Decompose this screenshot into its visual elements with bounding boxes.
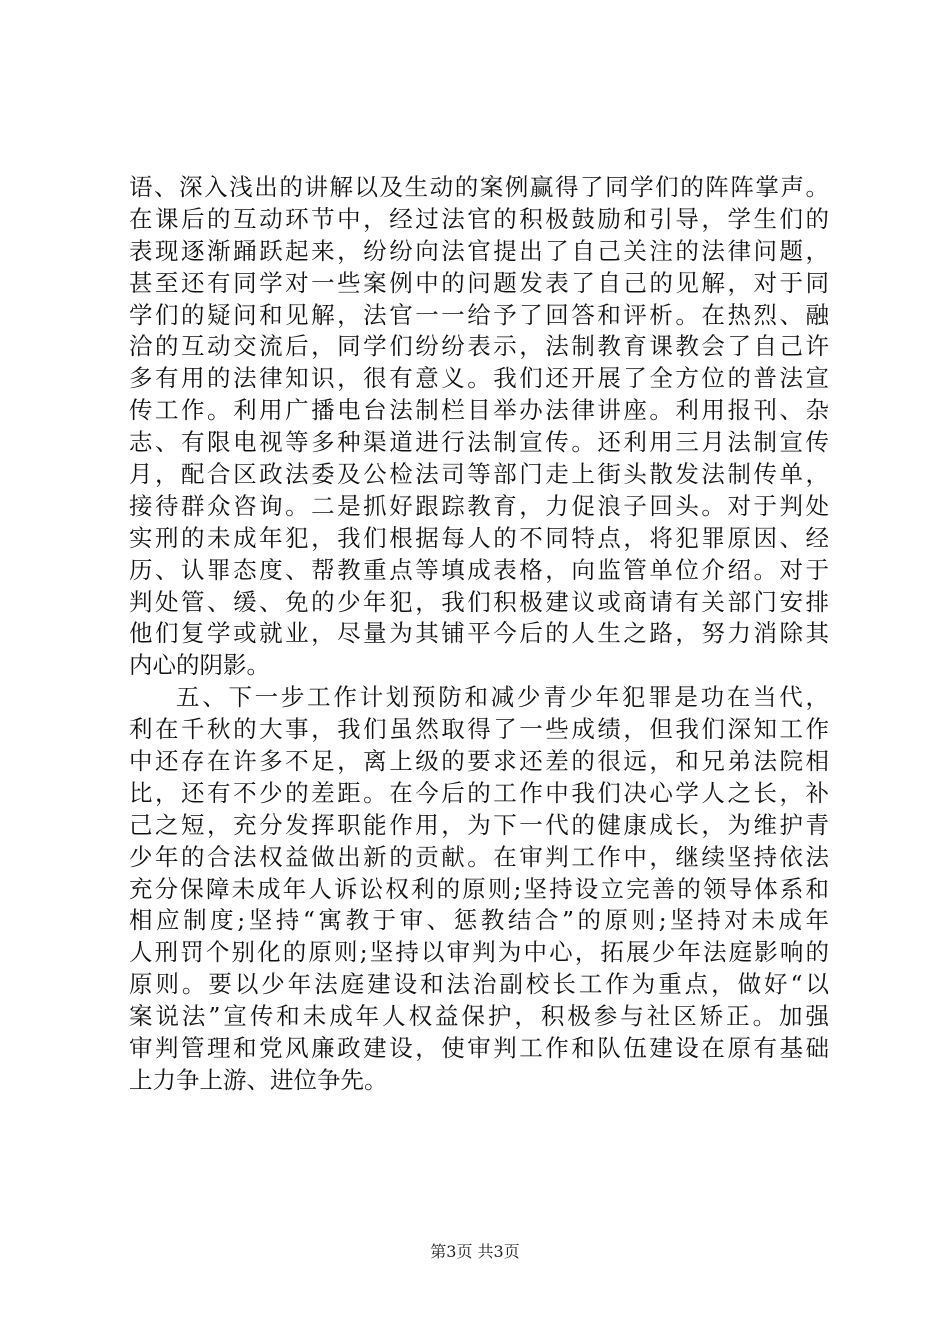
text-line: 多有用的法律知识，很有意义。我们还开展了全方位的普法宣 [129,364,829,393]
text-line: 语、深入浅出的讲解以及生动的案例赢得了同学们的阵阵掌声。 [129,173,829,201]
text-line: 志、有限电视等多种渠道进行法制宣传。还利用三月法制宣传 [129,428,829,457]
text-line: 他们复学或就业，尽量为其铺平今后的人生之路，努力消除其 [129,619,829,648]
text-line-paragraph-start: 五、下一步工作计划预防和减少青少年犯罪是功在当代， [176,683,829,712]
text-line: 利在千秋的大事，我们虽然取得了一些成绩，但我们深知工作 [129,715,829,744]
text-line: 充分保障未成年人诉讼权利的原则;坚持设立完善的领导体系和 [129,874,829,903]
text-line: 人刑罚个别化的原则;坚持以审判为中心，拓展少年法庭影响的 [129,938,829,967]
text-line: 少年的合法权益做出新的贡献。在审判工作中，继续坚持依法 [129,842,829,871]
text-line: 学们的疑问和见解，法官一一给予了回答和评析。在热烈、融 [129,300,829,329]
text-line: 接待群众咨询。二是抓好跟踪教育，力促浪子回头。对于判处 [129,491,829,520]
text-line: 审判管理和党风廉政建设，使审判工作和队伍建设在原有基础 [129,1034,829,1063]
text-line: 在课后的互动环节中，经过法官的积极鼓励和引导，学生们的 [129,204,829,233]
text-line: 案说法”宣传和未成年人权益保护，积极参与社区矫正。加强 [129,1002,829,1031]
text-line: 表现逐渐踊跃起来，纷纷向法官提出了自己关注的法律问题， [129,236,829,265]
text-line-paragraph-end: 内心的阴影。 [129,651,270,680]
text-line: 传工作。利用广播电台法制栏目举办法律讲座。利用报刊、杂 [129,396,829,425]
text-line: 实刑的未成年犯，我们根据每人的不同特点，将犯罪原因、经 [129,523,829,552]
text-line: 比，还有不少的差距。在今后的工作中我们决心学人之长，补 [129,778,829,807]
page-number-footer: 第3页 共3页 [430,1242,520,1261]
text-line: 判处管、缓、免的少年犯，我们积极建议或商请有关部门安排 [129,587,829,616]
text-line-paragraph-end: 上力争上游、进位争先。 [129,1065,388,1094]
text-line: 历、认罪态度、帮教重点等填成表格，向监管单位介绍。对于 [129,555,829,584]
text-line: 己之短，充分发挥职能作用，为下一代的健康成长，为维护青 [129,810,829,839]
text-line: 原则。要以少年法庭建设和法治副校长工作为重点，做好“以 [129,970,829,999]
document-body [129,172,829,1097]
text-line: 洽的互动交流后，同学们纷纷表示，法制教育课教会了自己许 [129,332,829,361]
text-line: 甚至还有同学对一些案例中的问题发表了自己的见解，对于同 [129,268,829,297]
text-line: 相应制度;坚持“寓教于审、惩教结合”的原则;坚持对未成年 [129,906,829,935]
text-line: 中还存在许多不足，离上级的要求还差的很远，和兄弟法院相 [129,747,829,776]
text-line: 月，配合区政法委及公检法司等部门走上街头散发法制传单， [129,460,829,489]
